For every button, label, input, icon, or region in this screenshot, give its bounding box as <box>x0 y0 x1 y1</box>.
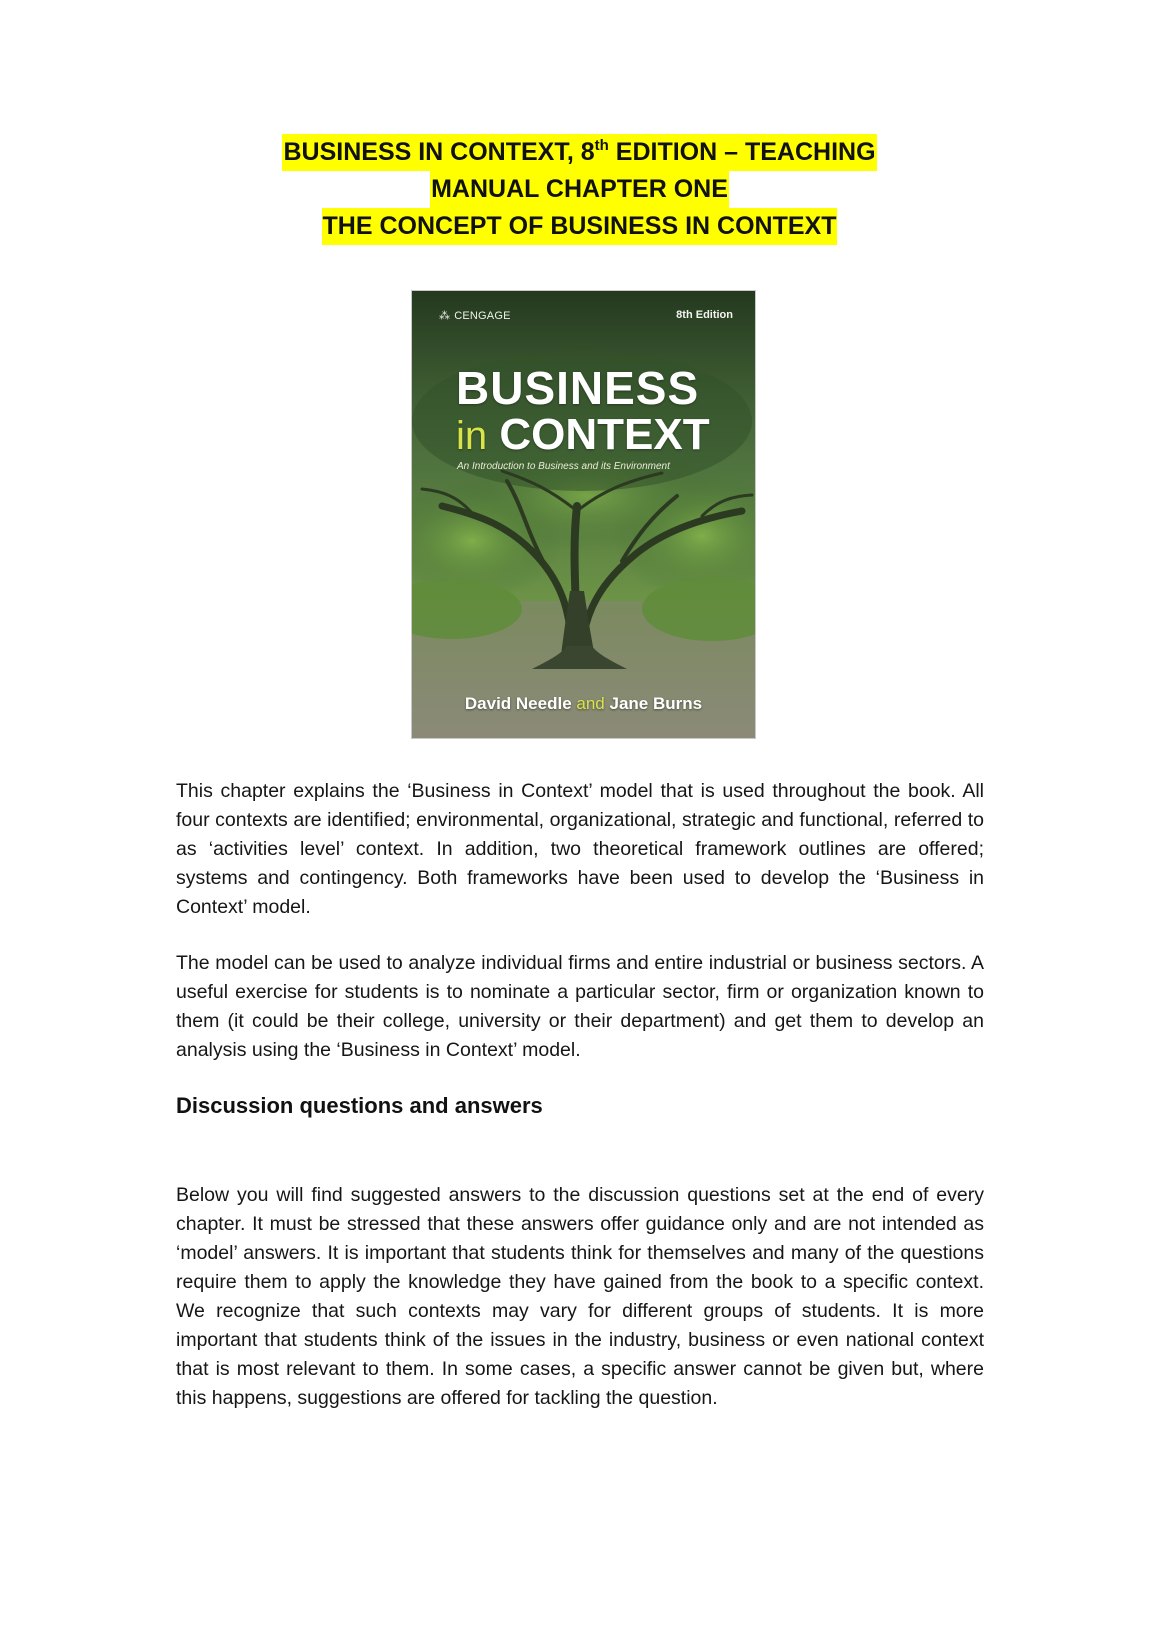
cover-title-business: BUSINESS <box>456 362 700 414</box>
tree-illustration <box>412 291 755 738</box>
cover-edition: 8th Edition <box>676 309 733 321</box>
cover-title-line-2 <box>456 412 710 459</box>
cover-title-context: CONTEXT <box>499 410 710 459</box>
model-paragraph: The model can be used to analyze individual firms and entire industrial or business sectors. A useful exercise for students is to nominate a particular sector, firm or organization known to them (it could be their college, university or their department) and get them to develop an analysis using the ‘Business in Context’ model. <box>176 952 984 1061</box>
title-line-1-text: BUSINESS IN CONTEXT, 8 <box>283 138 595 166</box>
cover-authors <box>412 694 755 714</box>
cover-author-and: and <box>576 694 605 713</box>
book-cover-image <box>412 291 755 738</box>
intro-paragraph: This chapter explains the ‘Business in Context’ model that is used throughout the book. All four contexts are identified; environmental, organizational, strategic and functional, referred to as ‘activities level’ context. In addition, two theoretical framework outlines are offered; systems and contingency. Both frameworks have been used to develop the ‘Business in Context’ model. <box>176 780 984 918</box>
title-line-3: THE CONCEPT OF BUSINESS IN CONTEXT <box>322 208 838 245</box>
cover-subtitle: An Introduction to Business and its Environment <box>457 461 670 472</box>
title-superscript: th <box>594 137 609 154</box>
publisher-icon: ⁂ <box>439 310 451 322</box>
title-line-1-text-end: EDITION – TEACHING <box>608 138 876 166</box>
title-line-2: MANUAL CHAPTER ONE <box>430 171 729 208</box>
publisher-name: CENGAGE <box>454 309 511 322</box>
section-heading: Discussion questions and answers <box>176 1093 543 1118</box>
publisher-logo <box>439 309 511 322</box>
title-line-1 <box>282 134 876 171</box>
document-title <box>0 134 1159 245</box>
discussion-paragraph: Below you will find suggested answers to the discussion questions set at the end of every chapter. It must be stressed that these answers offer guidance only and are not intended as ‘model’ answers. It is important that students think for themselves and many of the questions require them to apply the knowledge they have gained from the book to a specific context. We recognize that such contexts may vary for different groups of students. It is more important that students think of the issues in the industry, business or even national context that is most relevant to them. In some cases, a specific answer cannot be given but, where this happens, suggestions are offered for tackling the question. <box>176 1184 984 1409</box>
cover-title-in: in <box>456 414 488 458</box>
cover-author-2: Jane Burns <box>609 694 703 713</box>
cover-author-1: David Needle <box>464 694 572 713</box>
